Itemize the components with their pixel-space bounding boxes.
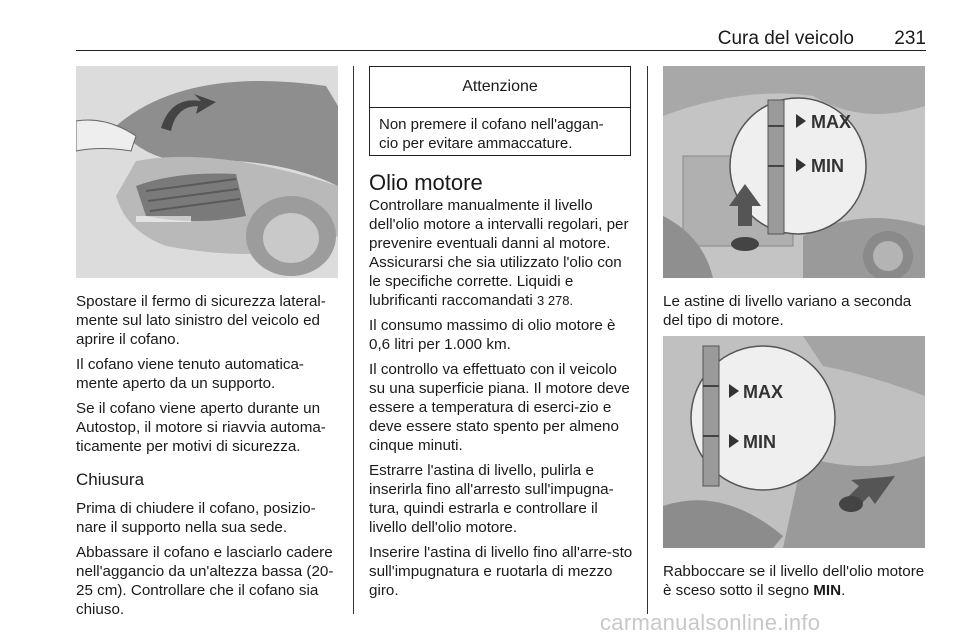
column-divider-1 <box>353 66 354 614</box>
caption: Le astine di livello variano a seconda del tipo di motore. <box>663 293 912 329</box>
paragraph: Abbassare il cofano e lasciarlo cadere nell'aggancio da un'altezza bassa (20-25 cm). Controllare che il cofano sia chiuso. <box>76 544 334 618</box>
dipstick-min-label: MIN <box>811 156 844 176</box>
page-reference[interactable]: 3 278. <box>536 293 574 308</box>
paragraph: Estrarre l'astina di livello, pulirla e inserirla fino all'arresto sull'impugna-tura, quindi estrarla e controllare il livello dell'olio motore. <box>369 462 614 536</box>
paragraph: Se il cofano viene aperto durante un Autostop, il motore si riavvia automa-ticamente per motivi di sicurezza. <box>76 400 326 455</box>
paragraph: Il controllo va effettuato con il veicolo su una superficie piana. Il motore deve essere a temperatura di eserci-zio e deve essere stato spento per almeno cinque minuti. <box>369 361 630 454</box>
engine-dipstick-illustration-1 <box>663 66 925 278</box>
column-divider-2 <box>647 66 648 614</box>
page-number: 231 <box>894 28 926 49</box>
hood-illustration <box>76 66 338 278</box>
section-heading-olio-motore: Olio motore <box>369 170 483 195</box>
warning-box <box>369 66 631 156</box>
left-column <box>76 292 344 625</box>
caption: Rabboccare se il livello dell'olio motore è sceso sotto il segno <box>663 563 925 599</box>
watermark: carmanualsonline.info <box>600 610 821 635</box>
paragraph: Il consumo massimo di olio motore è 0,6 litri per 1.000 km. <box>369 317 616 353</box>
right-caption-1 <box>663 292 931 336</box>
subheading-chiusura: Chiusura <box>76 470 145 489</box>
paragraph: Il cofano viene tenuto automatica-mente aperto da un supporto. <box>76 356 304 392</box>
paragraph: Spostare il fermo di sicurezza lateral-mente sul lato sinistro del veicolo ed aprire il cofano. <box>76 293 326 348</box>
dipstick-min-label: MIN <box>743 432 776 452</box>
page-header <box>76 20 926 51</box>
warning-text: Non premere il cofano nell'aggan-cio per evitare ammaccature. <box>379 116 604 152</box>
right-caption-2: Rabboccare se il livello dell'olio motore è sceso sotto il segno MIN. <box>663 563 925 599</box>
paragraph: Inserire l'astina di livello fino all'arre-sto sull'impugnatura e ruotarla di mezzo giro. <box>369 544 633 599</box>
middle-column <box>369 170 637 606</box>
warning-title: Attenzione <box>370 67 630 108</box>
engine-dipstick-illustration-2 <box>663 336 925 548</box>
dipstick-max-label: MAX <box>811 112 851 132</box>
section-title: Cura del veicolo <box>717 28 854 49</box>
dipstick-max-label: MAX <box>743 382 783 402</box>
paragraph: Controllare manualmente il livello dell'olio motore a intervalli regolari, per prevenire eventuali danni al motore. Assicurarsi che sia utilizzato l'olio con le specifiche corrette. Liquidi e lubrificanti raccomandati <box>369 197 629 309</box>
paragraph: Prima di chiudere il cofano, posizio-nare il supporto nella sua sede. <box>76 500 316 536</box>
min-mark-label: MIN <box>813 582 842 599</box>
